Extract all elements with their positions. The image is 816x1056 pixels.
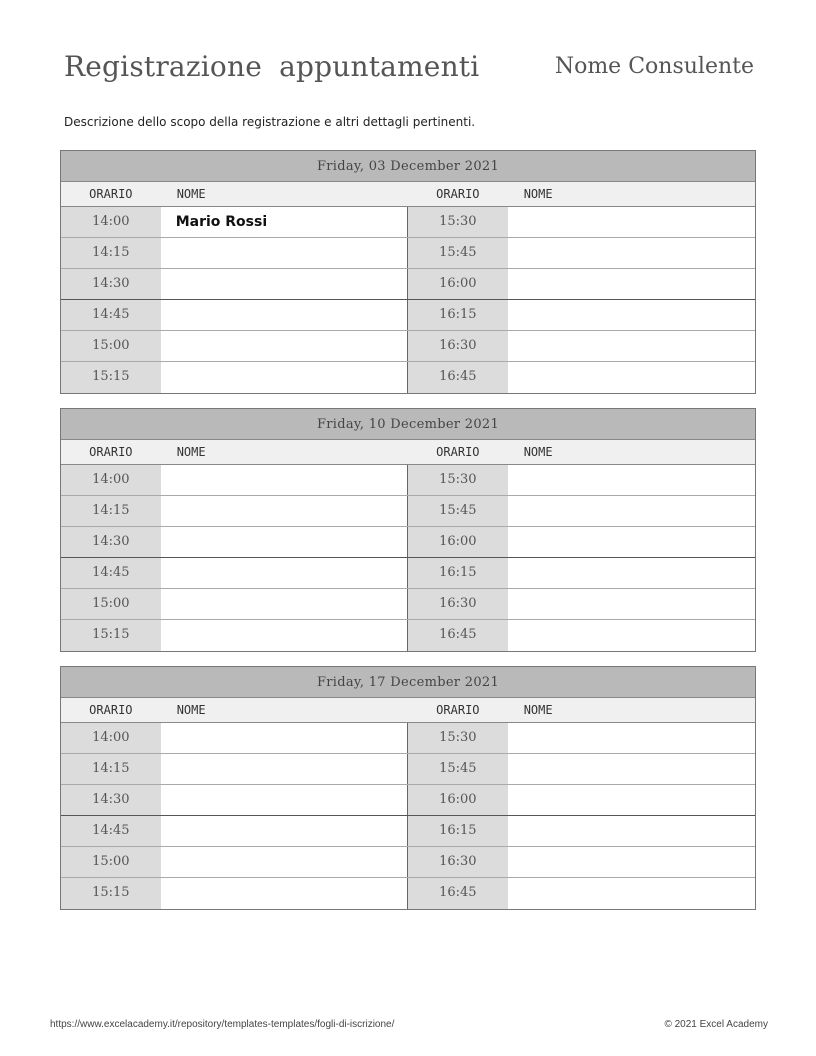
table-row [61, 816, 755, 847]
time-slot: 15:30 [408, 723, 508, 753]
name-field[interactable] [161, 816, 408, 846]
nome-header: NOME [176, 703, 206, 717]
column-headers [61, 440, 755, 465]
time-slot: 16:45 [408, 878, 508, 909]
name-field[interactable] [161, 589, 408, 619]
name-field[interactable] [161, 620, 408, 651]
name-field[interactable] [508, 878, 755, 909]
time-slot: 14:00 [61, 465, 161, 495]
table-row [61, 620, 755, 651]
time-slot: 15:45 [408, 238, 508, 268]
name-field[interactable] [508, 527, 755, 557]
table-row [61, 785, 755, 816]
day-date-header: Friday, 17 December 2021 [61, 667, 755, 698]
name-field[interactable] [161, 362, 408, 393]
table-row [61, 723, 755, 754]
time-slot: 14:30 [61, 785, 161, 815]
time-slot: 14:15 [61, 754, 161, 784]
time-slot: 16:30 [408, 589, 508, 619]
name-field[interactable] [508, 785, 755, 815]
table-row [61, 878, 755, 909]
name-field[interactable] [161, 558, 408, 588]
time-slot: 16:15 [408, 558, 508, 588]
time-slot: 16:15 [408, 816, 508, 846]
name-field[interactable] [161, 238, 408, 268]
table-row [61, 238, 755, 269]
table-row [61, 331, 755, 362]
time-slot: 14:00 [61, 723, 161, 753]
name-field[interactable] [161, 331, 408, 361]
time-slot: 15:15 [61, 878, 161, 909]
name-field[interactable] [161, 847, 408, 877]
name-field[interactable] [161, 269, 408, 299]
name-field[interactable] [508, 847, 755, 877]
table-row [61, 496, 755, 527]
table-row [61, 527, 755, 558]
time-slot: 15:00 [61, 331, 161, 361]
name-field[interactable] [508, 620, 755, 651]
name-field[interactable] [161, 878, 408, 909]
time-slot: 16:30 [408, 847, 508, 877]
time-slot: 14:15 [61, 238, 161, 268]
day-table [60, 666, 756, 910]
column-headers [61, 698, 755, 723]
table-row [61, 589, 755, 620]
time-slot: 14:30 [61, 527, 161, 557]
name-field[interactable] [508, 754, 755, 784]
nome-header: NOME [176, 445, 206, 459]
time-slot: 14:45 [61, 558, 161, 588]
time-slot: 14:00 [61, 207, 161, 237]
time-slot: 16:45 [408, 362, 508, 393]
time-slot: 16:00 [408, 527, 508, 557]
time-slot: 14:30 [61, 269, 161, 299]
name-field[interactable] [508, 207, 755, 237]
orario-header: ORARIO [436, 445, 480, 459]
time-slot: 14:45 [61, 816, 161, 846]
orario-header: ORARIO [436, 187, 480, 201]
time-slot: 15:30 [408, 465, 508, 495]
name-field[interactable] [161, 496, 408, 526]
name-field[interactable] [161, 754, 408, 784]
footer-url: https://www.excelacademy.it/repository/templates-templates/fogli-di-iscrizione/ [50, 1019, 395, 1030]
day-table [60, 150, 756, 394]
time-slot: 15:15 [61, 362, 161, 393]
nome-header: NOME [523, 187, 553, 201]
name-field[interactable] [508, 465, 755, 495]
table-row [61, 558, 755, 589]
name-field[interactable]: Mario Rossi [161, 207, 408, 237]
time-slot: 15:00 [61, 847, 161, 877]
name-field[interactable] [508, 558, 755, 588]
time-slot: 16:45 [408, 620, 508, 651]
orario-header: ORARIO [436, 703, 480, 717]
table-row [61, 300, 755, 331]
time-slot: 15:30 [408, 207, 508, 237]
time-slot: 15:45 [408, 496, 508, 526]
nome-header: NOME [523, 445, 553, 459]
time-slot: 16:00 [408, 269, 508, 299]
time-slot: 16:15 [408, 300, 508, 330]
consultant-name: Nome Consulente [554, 54, 754, 79]
name-field[interactable] [508, 589, 755, 619]
time-slot: 15:45 [408, 754, 508, 784]
table-row [61, 465, 755, 496]
name-field[interactable] [161, 527, 408, 557]
day-date-header: Friday, 10 December 2021 [61, 409, 755, 440]
description-text: Descrizione dello scopo della registrazione e altri dettagli pertinenti. [64, 115, 476, 129]
name-field[interactable] [161, 465, 408, 495]
name-field[interactable] [508, 816, 755, 846]
nome-header: NOME [523, 703, 553, 717]
name-field[interactable] [161, 785, 408, 815]
time-slot: 15:15 [61, 620, 161, 651]
time-slot: 15:00 [61, 589, 161, 619]
time-slot: 16:30 [408, 331, 508, 361]
nome-header: NOME [176, 187, 206, 201]
name-field[interactable] [508, 723, 755, 753]
page-title: Registrazione appuntamenti [64, 50, 480, 83]
orario-header: ORARIO [89, 187, 133, 201]
orario-header: ORARIO [89, 703, 133, 717]
table-row [61, 207, 755, 238]
table-row [61, 362, 755, 393]
footer-copyright: © 2021 Excel Academy [664, 1019, 768, 1030]
time-slot: 14:15 [61, 496, 161, 526]
name-field[interactable] [161, 300, 408, 330]
name-field[interactable] [508, 238, 755, 268]
orario-header: ORARIO [89, 445, 133, 459]
table-row [61, 754, 755, 785]
day-date-header: Friday, 03 December 2021 [61, 151, 755, 182]
day-table [60, 408, 756, 652]
table-row [61, 847, 755, 878]
table-row [61, 269, 755, 300]
column-headers [61, 182, 755, 207]
name-field[interactable] [161, 723, 408, 753]
name-field[interactable] [508, 331, 755, 361]
name-field[interactable] [508, 496, 755, 526]
name-field[interactable] [508, 269, 755, 299]
time-slot: 14:45 [61, 300, 161, 330]
name-field[interactable] [508, 300, 755, 330]
name-field[interactable] [508, 362, 755, 393]
time-slot: 16:00 [408, 785, 508, 815]
